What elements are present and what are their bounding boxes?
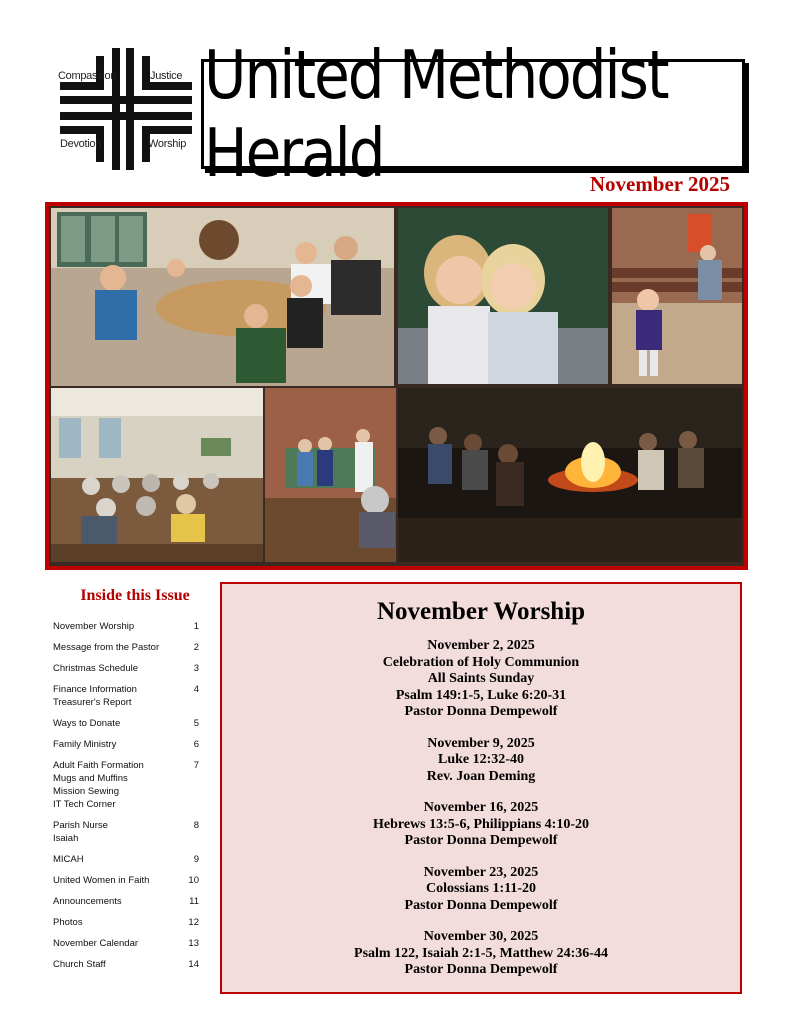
toc-item-line: IT Tech Corner	[53, 799, 116, 810]
toc-item-page: 11	[189, 896, 199, 907]
logo-word-justice: Justice	[150, 70, 183, 82]
toc-item-page: 9	[193, 854, 199, 865]
photo-family-table	[51, 208, 394, 386]
toc-item-line: Mugs and Muffins	[53, 773, 128, 784]
toc-item-line: Message from the Pastor	[53, 642, 160, 653]
service-date: November 16, 2025	[423, 800, 539, 815]
toc-item-line: Adult Faith Formation	[53, 760, 144, 771]
toc-item-label	[53, 683, 181, 709]
toc-item-line: Family Ministry	[53, 739, 117, 750]
toc-item-page: 10	[188, 875, 199, 886]
issue-date: November 2025	[589, 172, 730, 196]
toc-title: Inside this Issue	[80, 587, 190, 604]
toc-item-label	[53, 853, 181, 866]
toc-item-label	[53, 916, 181, 929]
toc-item-line: United Women in Faith	[53, 875, 150, 886]
toc-item-label	[53, 958, 181, 971]
photo-congregation-hall	[51, 388, 263, 562]
logo-word-compassion: Compassion	[58, 70, 117, 82]
toc-item-line: Isaiah	[53, 833, 79, 844]
service-date: November 2, 2025	[427, 638, 535, 653]
toc-item-label	[53, 819, 181, 845]
service-line: All Saints Sunday	[427, 671, 535, 686]
toc-item[interactable]	[53, 916, 199, 929]
toc-item-page: 8	[193, 820, 199, 831]
service-entry	[222, 638, 740, 721]
toc-item-page: 12	[188, 917, 199, 928]
photo-two-girls	[398, 208, 608, 384]
service-line: Luke 12:32-40	[438, 752, 524, 767]
service-entry	[222, 929, 740, 979]
logo-word-worship: Worship	[148, 138, 187, 150]
toc-item-label	[53, 641, 181, 654]
toc-item-label	[53, 937, 181, 950]
toc-item[interactable]	[53, 759, 199, 811]
toc-item-label	[53, 895, 181, 908]
toc-item[interactable]	[53, 819, 199, 845]
toc-item-label	[53, 759, 181, 811]
toc-item-line: Photos	[53, 917, 83, 928]
service-line: Rev. Joan Deming	[426, 768, 536, 784]
toc-item-label	[53, 738, 181, 751]
toc-item-line: Finance Information	[53, 684, 137, 695]
toc-item-label	[53, 620, 181, 633]
toc-item-page: 2	[193, 642, 199, 653]
service-line: Celebration of Holy Communion	[382, 654, 580, 670]
service-line: Pastor Donna Dempewolf	[404, 897, 558, 913]
newsletter-title: United Methodist Herald	[204, 35, 668, 193]
cross-flame-icon	[56, 46, 196, 172]
service-date: November 9, 2025	[427, 735, 535, 751]
service-line: Psalm 122, Isaiah 2:1-5, Matthew 24:36-44	[354, 945, 608, 961]
toc-item-page: 5	[193, 718, 199, 729]
toc-item-line: Parish Nurse	[53, 820, 108, 831]
toc-item-line: November Worship	[53, 621, 135, 632]
toc-item-line: Treasurer's Report	[53, 697, 132, 708]
toc-item[interactable]	[53, 620, 199, 633]
photo-worship-service	[265, 388, 396, 562]
service-line: Hebrews 13:5-6, Philippians 4:10-20	[373, 816, 589, 832]
service-line: Psalm 149:1-5, Luke 6:20-31	[395, 687, 567, 703]
toc-item[interactable]	[53, 738, 199, 751]
toc-item-line: Mission Sewing	[53, 786, 119, 797]
toc-item-line: MICAH	[53, 854, 84, 865]
toc-item[interactable]	[53, 895, 199, 908]
toc-item-page: 7	[193, 760, 199, 771]
toc-item[interactable]	[53, 853, 199, 866]
service-line: Pastor Donna Dempewolf	[404, 833, 558, 848]
toc-item-label	[53, 662, 181, 675]
toc-item[interactable]	[53, 874, 199, 887]
service-line: Pastor Donna Dempewolf	[404, 962, 558, 977]
toc-item-line: Christmas Schedule	[53, 663, 139, 674]
toc-item-line: November Calendar	[53, 938, 139, 949]
service-date: November 23, 2025	[423, 864, 539, 880]
toc-item[interactable]	[53, 958, 199, 971]
toc-item-label	[53, 717, 181, 730]
toc-item-label	[53, 874, 181, 887]
toc-item-line: Church Staff	[53, 959, 106, 970]
worship-box	[220, 582, 742, 994]
service-entry	[222, 800, 740, 850]
toc-item-page: 13	[188, 938, 199, 949]
logo-word-devotion: Devotion	[60, 138, 102, 150]
toc-item-page: 3	[193, 663, 199, 674]
photo-campfire	[398, 388, 742, 562]
toc-item-page: 4	[193, 684, 199, 695]
toc-item[interactable]	[53, 937, 199, 950]
toc-item[interactable]	[53, 641, 199, 654]
worship-title: November Worship	[376, 598, 586, 625]
service-entry	[222, 736, 740, 786]
table-of-contents	[53, 620, 199, 979]
toc-item-line: Announcements	[53, 896, 122, 907]
service-date: November 30, 2025	[423, 929, 539, 944]
service-line: Pastor Donna Dempewolf	[404, 704, 558, 719]
toc-item-page: 6	[193, 739, 199, 750]
toc-item-line: Ways to Donate	[53, 718, 121, 729]
toc-item-page: 14	[188, 959, 199, 970]
photo-collage	[45, 202, 748, 570]
toc-item[interactable]	[53, 662, 199, 675]
service-list	[222, 638, 740, 979]
service-line: Colossians 1:11-20	[425, 881, 537, 896]
service-entry	[222, 865, 740, 915]
toc-item[interactable]	[53, 683, 199, 709]
church-logo	[56, 46, 196, 172]
photo-child-sanctuary	[612, 208, 742, 384]
toc-item-page: 1	[193, 621, 199, 632]
toc-item[interactable]	[53, 717, 199, 730]
